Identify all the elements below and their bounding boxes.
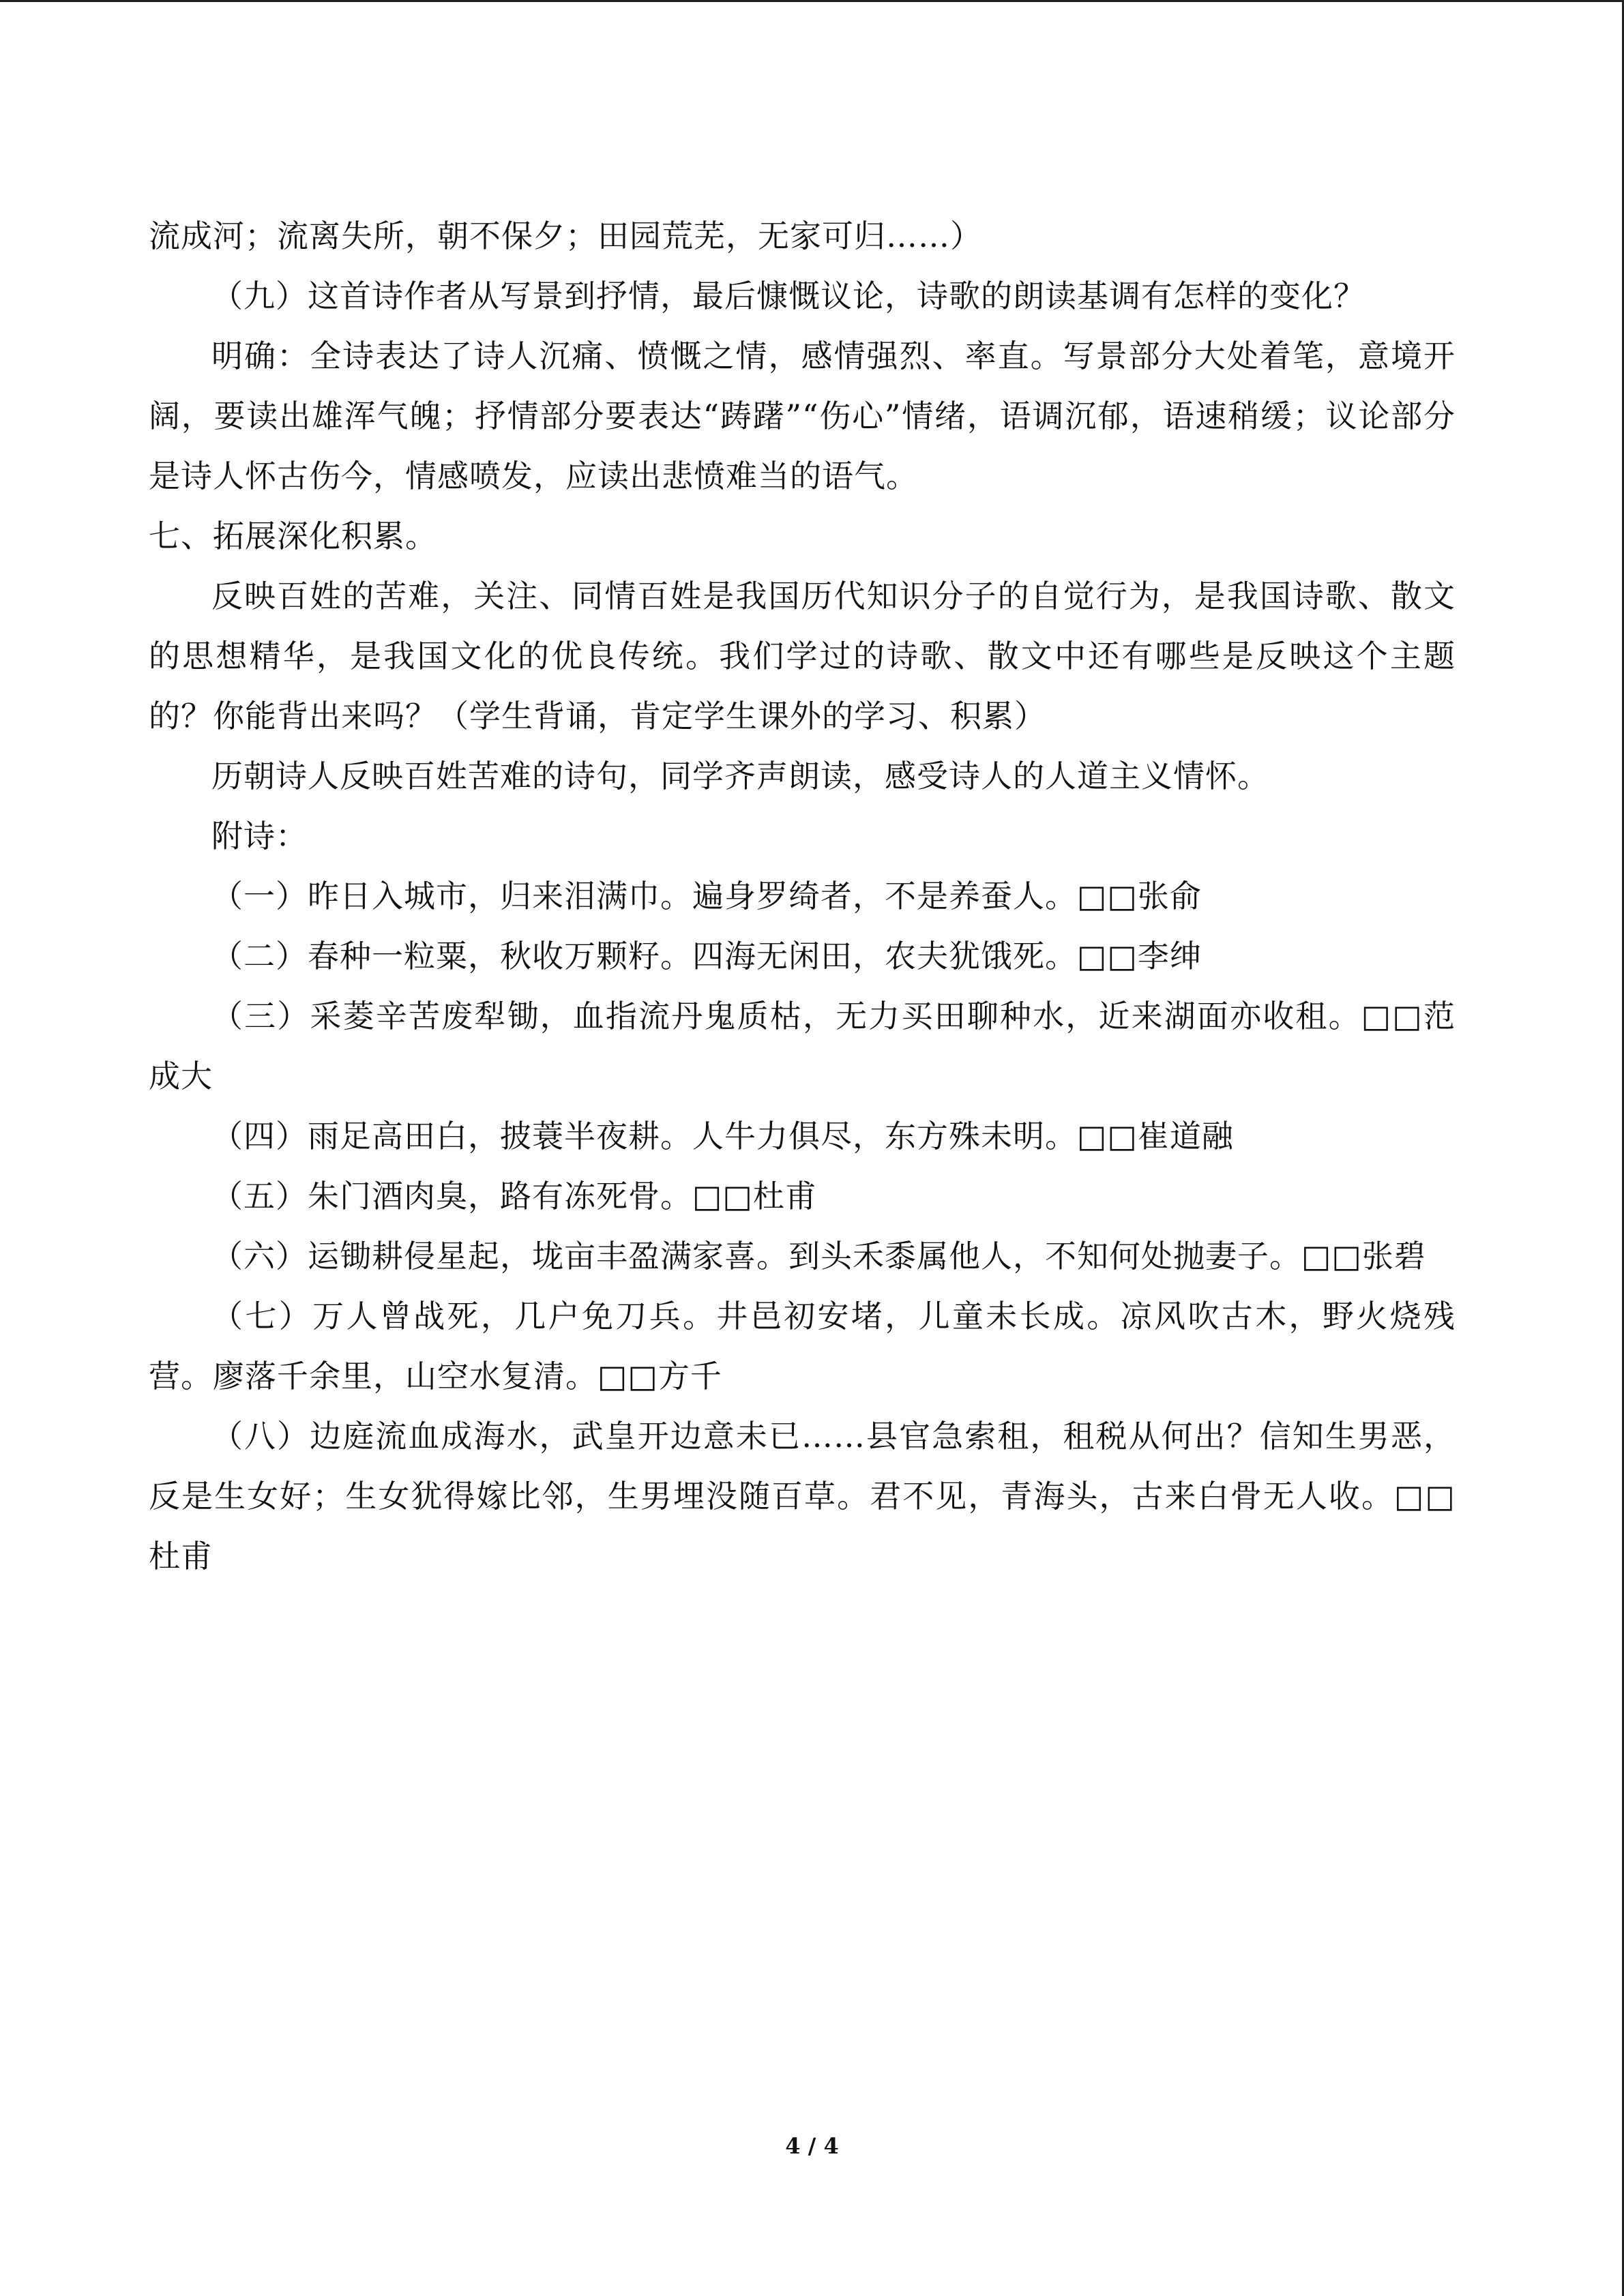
paragraph-answer: 明确：全诗表达了诗人沉痛、愤慨之情，感情强烈、率直。写景部分大处着笔，意境开阔，要读出雄浑气魄；抒情部分要表达“踌躇”“伤心”情绪，语调沉郁，语速稍缓；议论部分是诗人怀古伤今，情感喷发，应读出悲愤难当的语气。 — [149, 338, 1456, 494]
appendix-label: 附诗： — [211, 818, 308, 854]
page-number: 4 / 4 — [785, 2133, 839, 2159]
poem-8: （八）边庭流血成海水，武皇开边意未已……县官急索租，租税从何出？信知生男恶，反是生女好；生女犹得嫁比邻，生男埋没随百草。君不见，青海头，古来白骨无人收。□□杜甫 — [149, 1418, 1456, 1575]
poem-7: （七）万人曾战死，几户免刀兵。井邑初安堵，儿童未长成。凉风吹古木，野火烧残营。廖落千余里，山空水复清。□□方千 — [149, 1298, 1456, 1395]
poem-2: （二）春种一粒粟，秋收万颗籽。四海无闲田，农夫犹饿死。□□李绅 — [211, 938, 1202, 974]
paragraph-theme: 反映百姓的苦难，关注、同情百姓是我国历代知识分子的自觉行为，是我国诗歌、散文的思想精华，是我国文化的优良传统。我们学过的诗歌、散文中还有哪些是反映这个主题的？你能背出来吗？（学生背诵，肯定学生课外的学习、积累） — [149, 578, 1456, 734]
poem-5: （五）朱门酒肉臭，路有冻死骨。□□杜甫 — [211, 1178, 817, 1214]
paragraph-reading: 历朝诗人反映百姓苦难的诗句，同学齐声朗读，感受诗人的人道主义情怀。 — [211, 758, 1269, 794]
paragraph-continuation: 流成河；流离失所，朝不保夕；田园荒芜，无家可归……） — [149, 218, 982, 254]
poem-4: （四）雨足高田白，披蓑半夜耕。人牛力俱尽，东方殊未明。□□崔道融 — [211, 1118, 1234, 1154]
poem-6: （六）运锄耕侵星起，垅亩丰盈满家喜。到头禾黍属他人，不知何处抛妻子。□□张碧 — [211, 1238, 1426, 1274]
poem-3: （三）采菱辛苦废犁锄，血指流丹鬼质枯，无力买田聊种水，近来湖面亦收租。□□范成大 — [149, 998, 1456, 1094]
document-body — [149, 206, 1456, 1586]
paragraph-question-9: （九）这首诗作者从写景到抒情，最后慷慨议论，诗歌的朗读基调有怎样的变化？ — [211, 278, 1365, 314]
section-heading-7: 七、拓展深化积累。 — [149, 518, 437, 554]
poem-1: （一）昨日入城市，归来泪满巾。遍身罗绮者，不是养蚕人。□□张俞 — [211, 878, 1202, 914]
